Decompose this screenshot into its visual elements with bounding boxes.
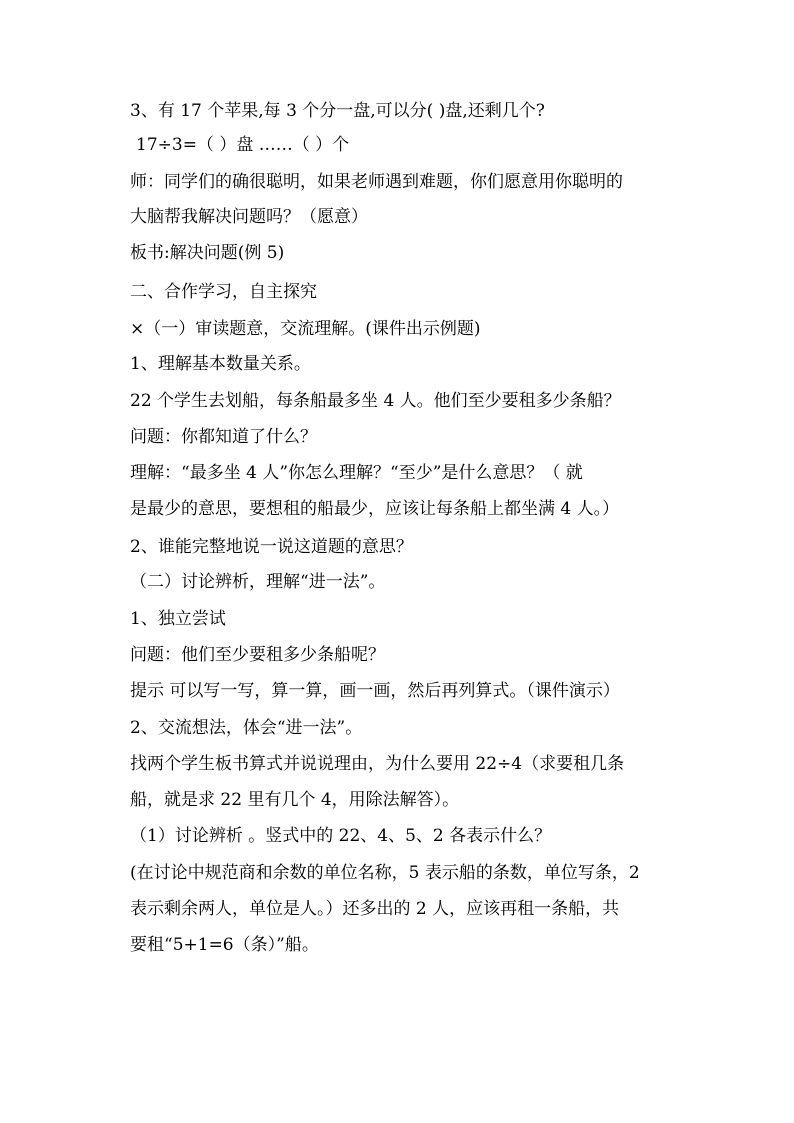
text-line: 理解：“最多坐 4 人”你怎么理解？“至少”是什么意思？（ 就: [130, 463, 583, 483]
text-line: 2、交流想法，体会“进一法”。: [130, 718, 363, 738]
text-line: 问题：他们至少要租多少条船呢？: [130, 645, 385, 665]
text-line: 1、独立尝试: [130, 609, 226, 629]
text-line: 船，就是求 22 里有几个 4，用除法解答）。: [130, 790, 460, 810]
text-line: 找两个学生板书算式并说说理由，为什么要用 22÷4（求要租几条: [130, 754, 625, 774]
text-line: 师：同学们的确很聪明，如果老师遇到难题，你们愿意用你聪明的: [130, 172, 623, 192]
text-line: (在讨论中规范商和余数的单位名称，5 表示船的条数，单位写条，2: [130, 863, 640, 883]
text-line: （二）讨论辨析，理解“进一法”。: [130, 572, 386, 592]
text-line: 问题：你都知道了什么？: [130, 427, 317, 447]
text-line: 大脑帮我解决问题吗？（愿意）: [130, 207, 368, 227]
text-line: ×（一）审读题意，交流理解。(课件出示例题): [130, 319, 481, 339]
text-line: 要租“5+1=6（条）”船。: [130, 935, 319, 955]
text-line: 板书:解决问题(例 5): [130, 243, 285, 263]
text-line: 1、理解基本数量关系。: [130, 354, 311, 374]
text-line: 17÷3=（ ）盘 ……（ ）个: [136, 135, 350, 155]
text-line: 22 个学生去划船，每条船最多坐 4 人。他们至少要租多少条船？: [130, 391, 621, 411]
text-line: 提示 可以写一写，算一算，画一画，然后再列算式。（课件演示）: [130, 681, 620, 701]
text-line: 3、有 17 个苹果,每 3 个分一盘,可以分( )盘,还剩几个?: [130, 101, 545, 121]
text-line: 二、合作学习，自主探究: [130, 282, 317, 302]
text-line: 表示剩余两人，单位是人。）还多出的 2 人，应该再租一条船，共: [130, 899, 620, 919]
text-line: 2、谁能完整地说一说这道题的意思？: [130, 537, 413, 557]
text-line: 是最少的意思，要想租的船最少，应该让每条船上都坐满 4 人。）: [130, 499, 620, 519]
text-line: （1）讨论辨析 。竖式中的 22、4、5、2 各表示什么？: [130, 826, 552, 846]
